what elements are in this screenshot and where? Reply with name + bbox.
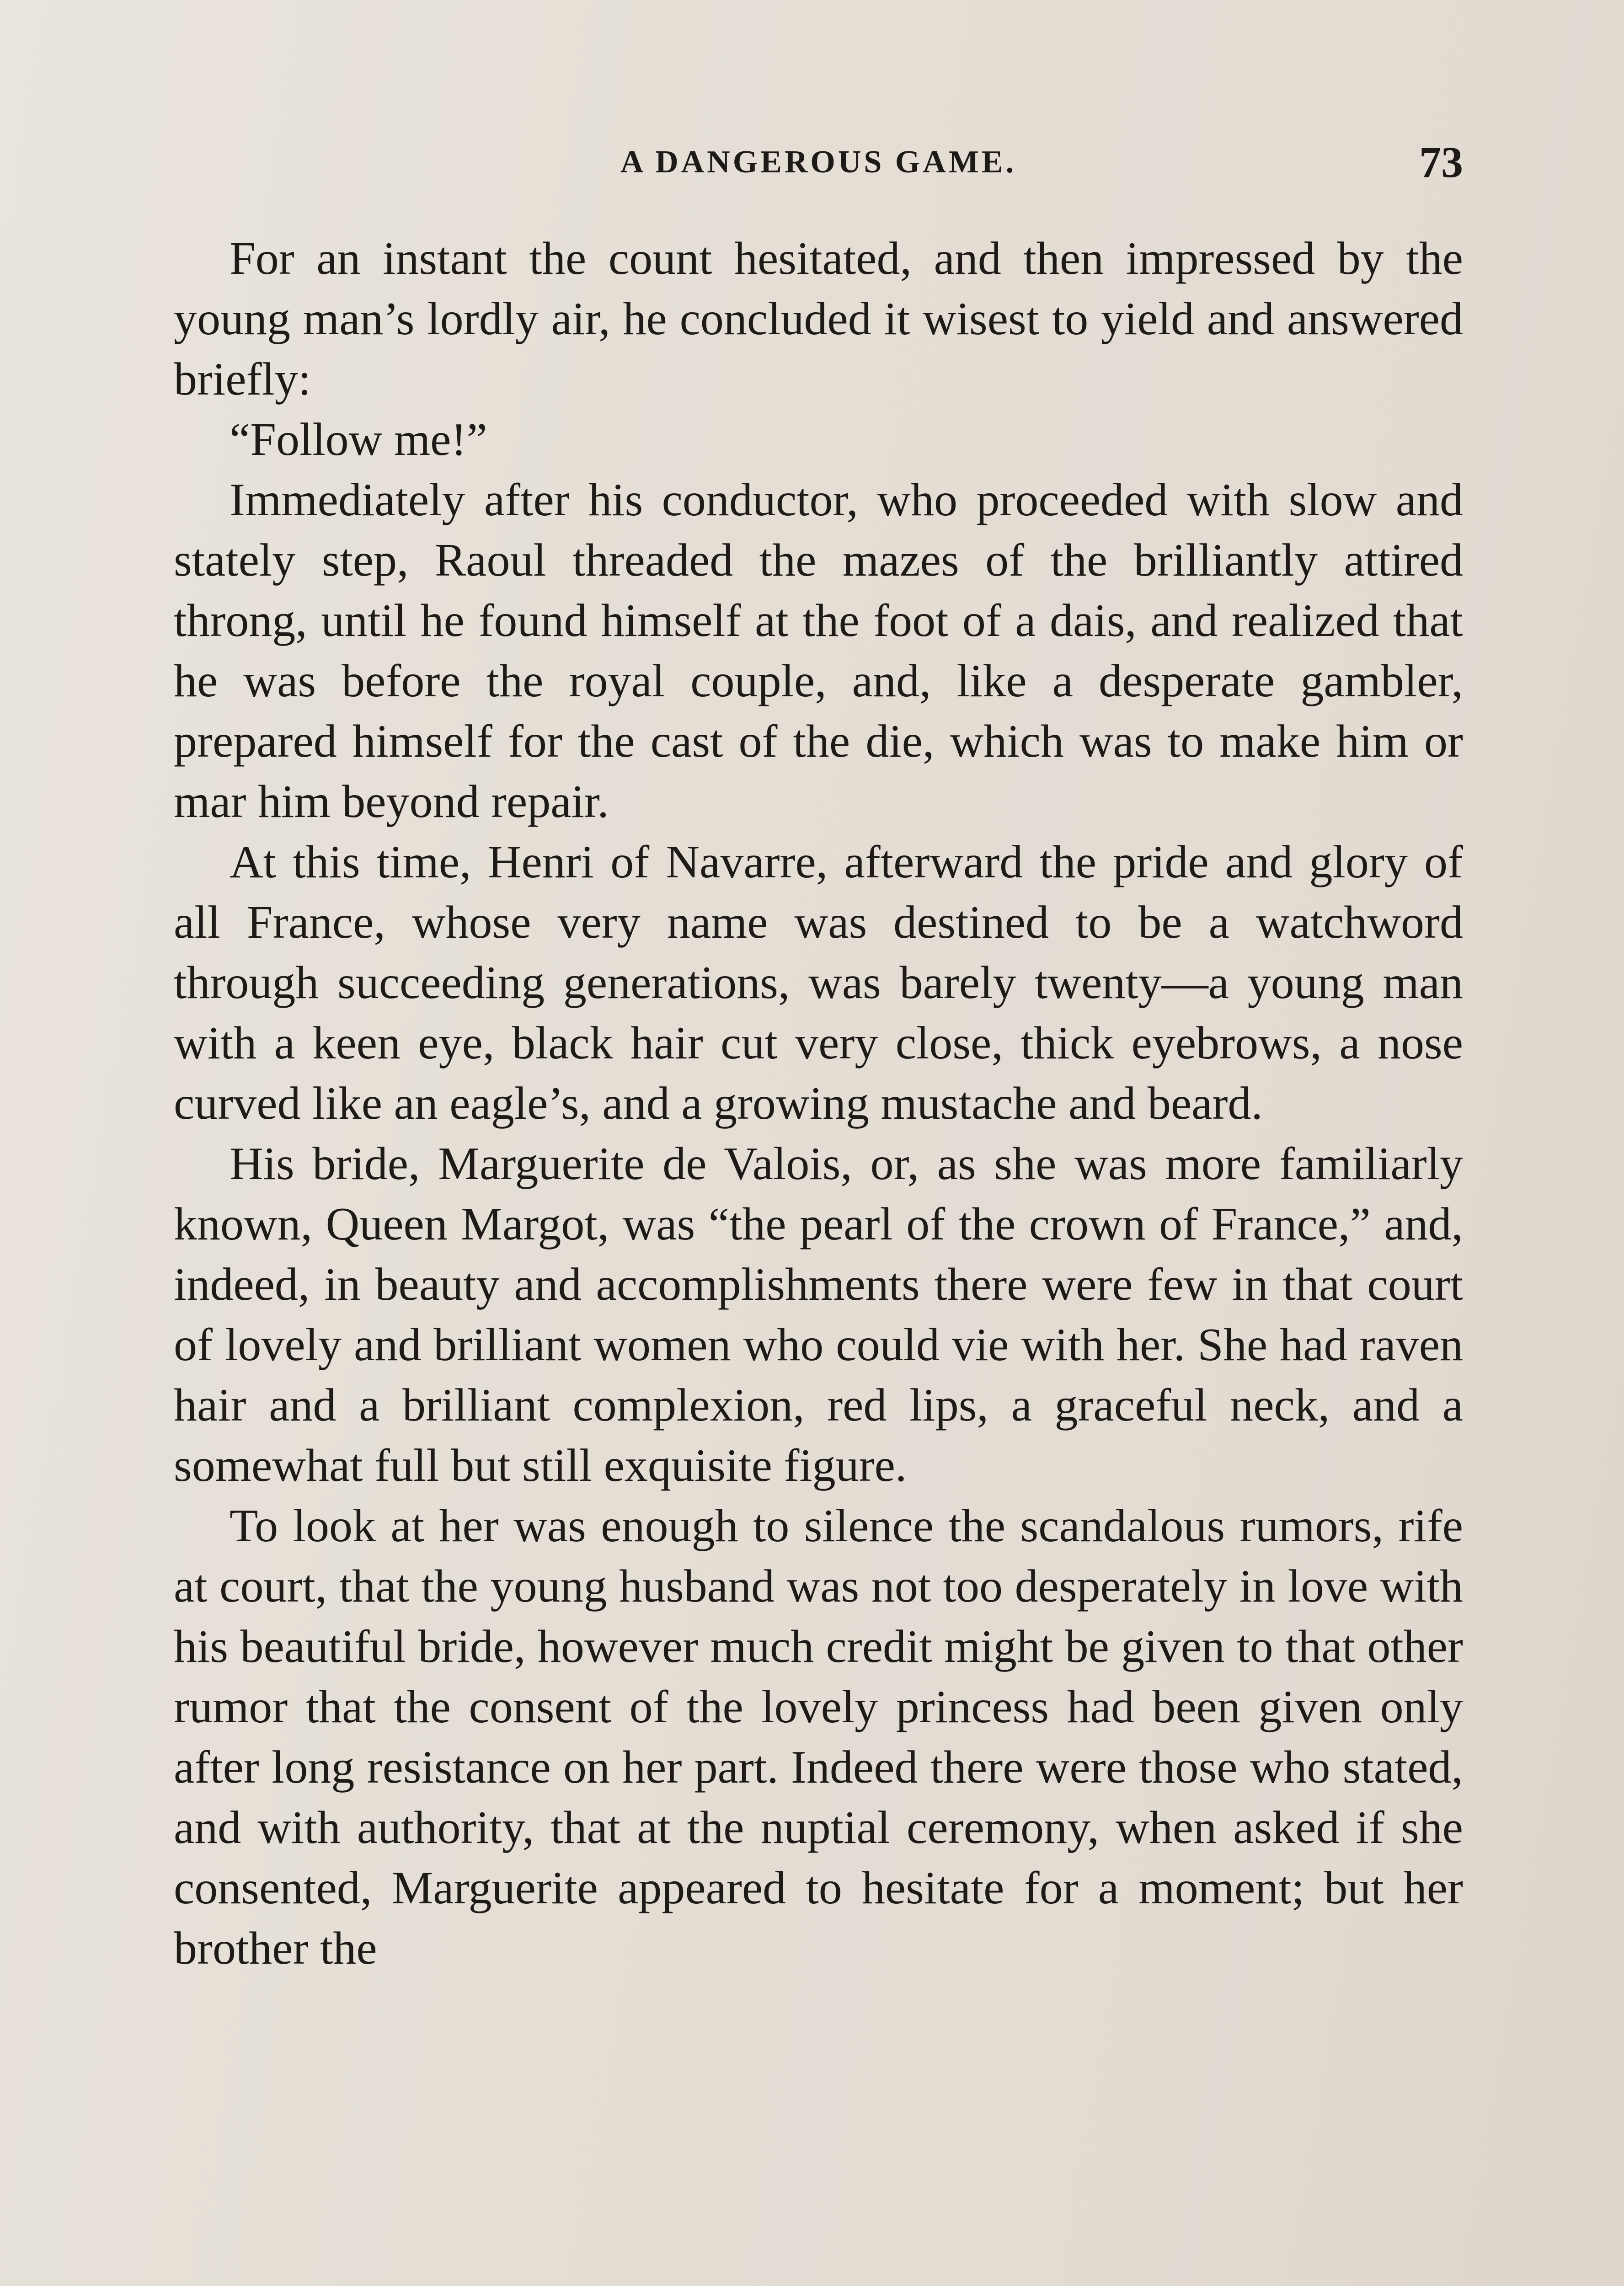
paragraph-2: “Follow me!” xyxy=(230,414,487,465)
paragraph-5: His bride, Marguerite de Valois, or, as she was more familiarly known, Queen Margot, was “the pearl of the crown of France,” and, indeed, in beauty and accomplishments there were few in that court of lovely and brilliant women who could vie with her. She had raven hair and a brilliant complexion, red lips, a graceful neck, and a somewhat full but still exquisite figure. xyxy=(174,1138,1463,1491)
paragraph-6: To look at her was enough to silence the scandalous rumors, rife at court, that the young husband was not too desperately in love with his beautiful bride, however much credit might be given to that other rumor that the consent of the lovely princess had been given only after long resistance on her part. Indeed there were those who stated, and with authority, that at the nuptial ceremony, when asked if she consented, Marguerite appeared to hesitate for a moment; but her brother the xyxy=(174,1500,1463,1974)
running-head xyxy=(174,137,1463,187)
paragraph-3: Immediately after his conductor, who proceeded with slow and stately step, Raoul threaded the mazes of the brilliantly attired throng, until he found himself at the foot of a dais, and realized that he was before the royal couple, and, like a desperate gambler, prepared himself for the cast of the die, which was to make him or mar him beyond repair. xyxy=(174,474,1463,828)
paragraph-1: For an instant the count hesitated, and then impressed by the young man’s lordly air, he concluded it wisest to yield and answered briefly: xyxy=(174,233,1463,405)
page-number: 73 xyxy=(1419,138,1463,187)
body-text xyxy=(174,229,1463,1979)
paragraph-4: At this time, Henri of Navarre, afterward the pride and glory of all France, whose very name was destined to be a watchword through succeeding generations, was barely twenty—a young man with a keen eye, black hair cut very close, thick eyebrows, a nose curved like an eagle’s, and a growing mustache and beard. xyxy=(174,836,1463,1129)
running-title: A DANGEROUS GAME. xyxy=(620,144,1017,180)
